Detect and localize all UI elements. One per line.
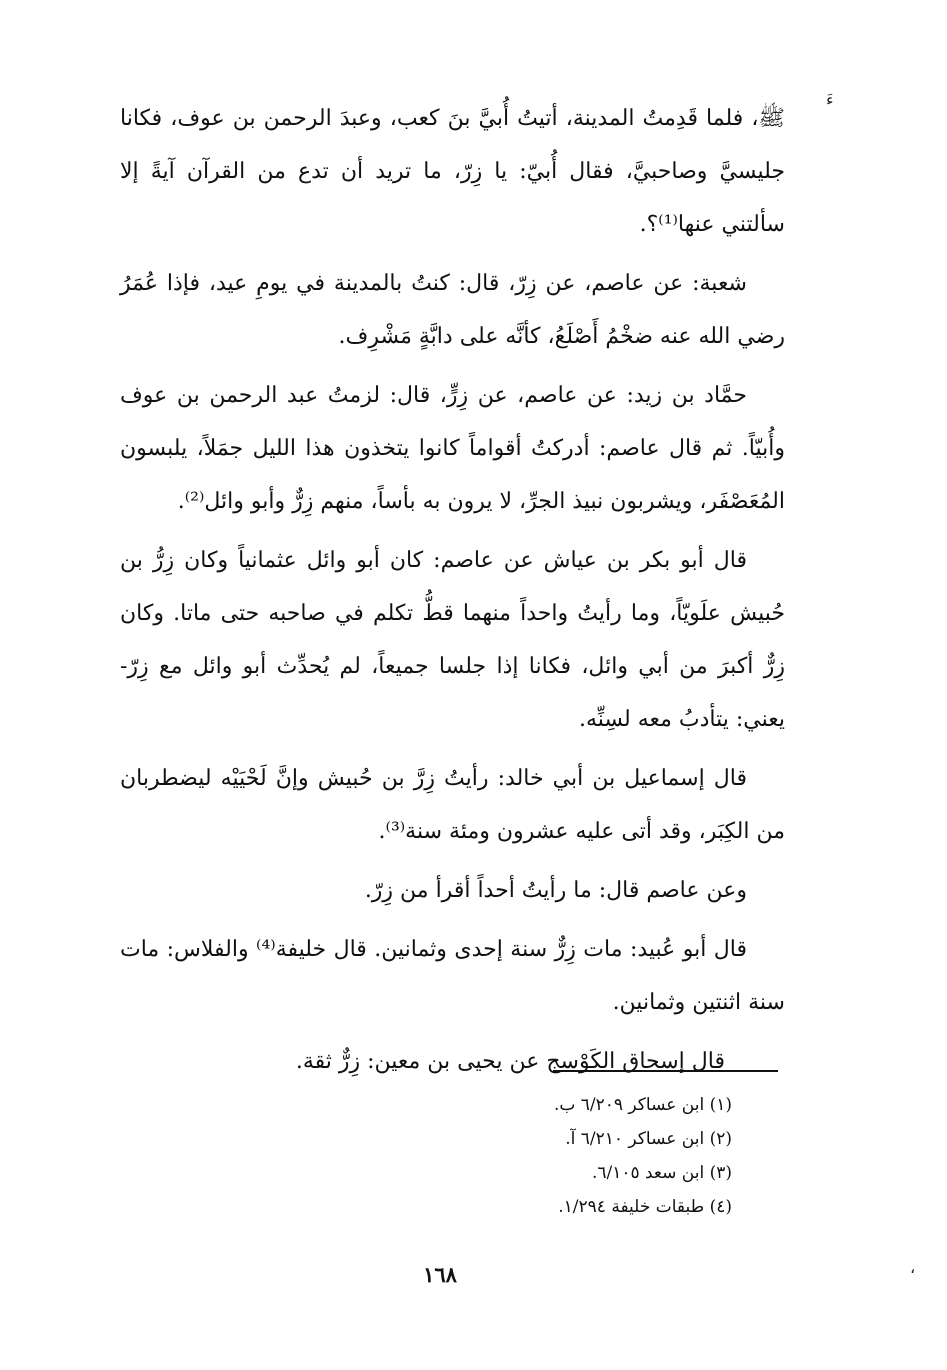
body-text [120, 92, 785, 1094]
paragraph-6: وعن عاصم قال: ما رأيتُ أحداً أقرأ من زِرّ. [364, 878, 747, 903]
paragraph-2: شعبة: عن عاصم، عن زِرّ، قال: كنتُ بالمدينة في يومِ عيد، فإذا عُمَرُ رضي الله عنه ضخْمُ أَصْلَعُ، كأنَّه على دابَّةٍ مَشْرِف. [120, 271, 785, 349]
paragraph-7: قال أبو عُبيد: مات زِرٌّ سنة إحدى وثمانين. قال خليفة⁽⁴⁾ والفلاس: مات سنة اثنتين وثمانين. [120, 937, 785, 1015]
footnote-4: (٤) طبقات خليفة ١/٢٩٤. [558, 1197, 732, 1217]
paragraph-8: قال إسحاق الكَوْسج عن يحيى بن معين: زِرٌّ ثقة. [295, 1049, 725, 1074]
paragraph-1: ﷺ، فلما قَدِمتُ المدينة، أتيتُ أُبيَّ بنَ كعب، وعبدَ الرحمن بن عوف، فكانا جليسيَّ وصاحبيَّ، فقال أُبيّ: يا زِرّ، ما تريد أن تدع من القرآن آيةً إلا سألتني عنها⁽¹⁾؟. [120, 106, 785, 237]
paragraph-3: حمَّاد بن زيد: عن عاصم، عن زِرٍّ، قال: لزمتُ عبد الرحمن بن عوف وأُبيّاً. ثم قال عاصم: أدركتُ أقواماً كانوا يتخذون هذا الليل جمَلاً، يلبسون المُعَصْفَر، ويشربون نبيذ الجرِّ، لا يرون به بأساً، منهم زِرٌّ وأبو وائل⁽²⁾. [120, 383, 785, 514]
paragraph-5: قال إسماعيل بن أبي خالد: رأيتُ زِرَّ بن حُبيش وإنَّ لَحْيَيْه ليضطربان من الكِبَر، وقد أتى عليه عشرون ومئة سنة⁽³⁾. [120, 766, 785, 844]
margin-mark-side: ، [910, 1258, 916, 1277]
margin-mark-top: ءَ [826, 90, 834, 109]
footnote-2: (٢) ابن عساكر ٦/٢١٠ آ. [565, 1129, 732, 1149]
footnote-divider [553, 1070, 778, 1072]
paragraph-4: قال أبو بكر بن عياش عن عاصم: كان أبو وائل عثمانياً وكان زِرُّ بن حُبيش علَويّاً، وما رأيتُ واحداً منهما قطُّ تكلم في صاحبه حتى ماتا. وكان زِرٌّ أكبرَ من أبي وائل، فكانا إذا جلسا جميعاً، لم يُحدِّث أبو وائل مع زِرّ-يعني: يتأدبُ معه لسِنِّه. [120, 548, 785, 732]
footnote-3: (٣) ابن سعد ٦/١٠٥. [591, 1163, 732, 1183]
footnotes [300, 1088, 732, 1224]
page-number: ١٦٨ [423, 1262, 457, 1287]
footnote-1: (١) ابن عساكر ٦/٢٠٩ ب. [553, 1095, 732, 1115]
